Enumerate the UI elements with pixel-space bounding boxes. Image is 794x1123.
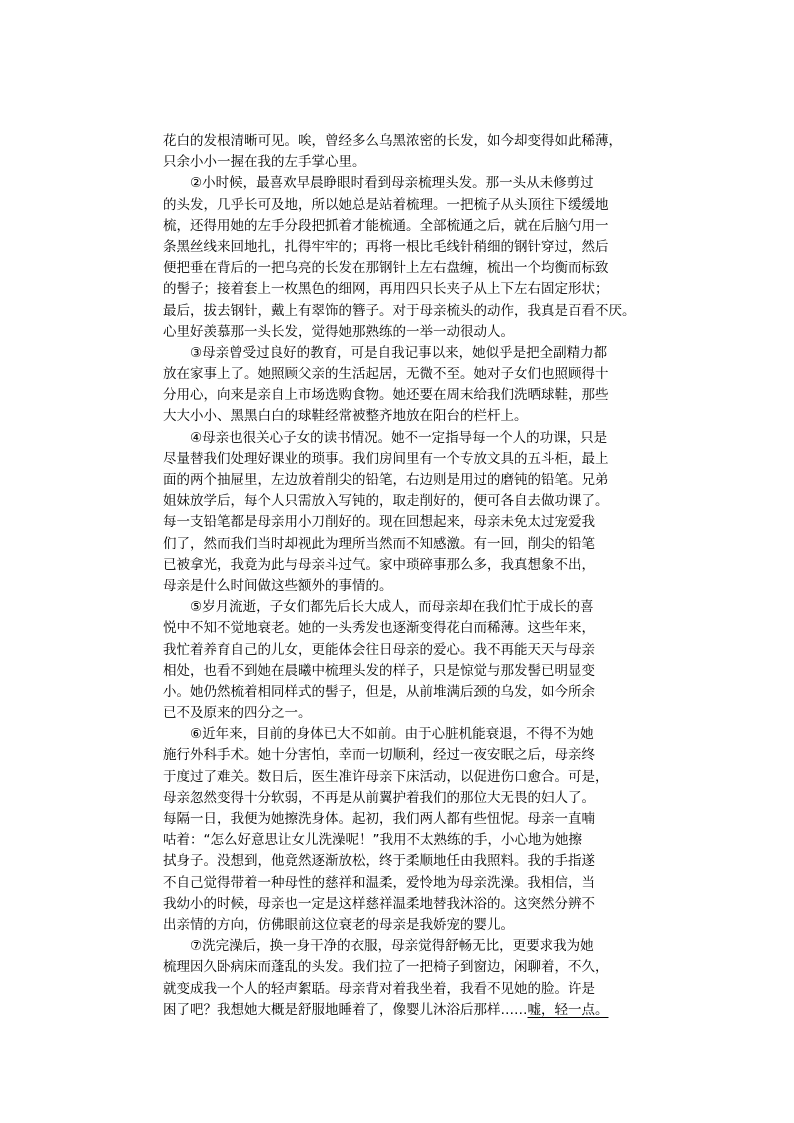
text-line: 心里好羡慕那一头长发，觉得她那熟练的一举一动很动人。 bbox=[163, 323, 514, 340]
text-line: 条黑丝线来回地扎，扎得牢牢的；再将一根比毛线针稍细的钢针穿过，然后 bbox=[163, 238, 609, 255]
paragraph-3-start: ③母亲曾受过良好的教育，可是自我记事以来，她似乎是把全副精力都 bbox=[190, 344, 608, 361]
text-line: 相处，也看不到她在晨曦中梳理头发的样子，只是惊觉与那发髻已明显变 bbox=[163, 662, 595, 679]
text-line: 就变成我一个人的轻声絮聒。母亲背对着我坐着，我看不见她的脸。许是 bbox=[163, 980, 595, 997]
text-line: 已被拿光，我竟为此与母亲斗过气。家中琐碎事那么多，我真想象不出， bbox=[163, 556, 595, 573]
text-line: 们了，然而我们当时却视此为理所当然而不知感激。有一回，削尖的铅笔 bbox=[163, 535, 595, 552]
text-line: 分用心，向来是亲自上市场选购食物。她还要在周末给我们洗晒球鞋，那些 bbox=[163, 387, 609, 404]
text-line: 的头发，几乎长可及地，所以她总是站着梳理。一把梳子从头顶往下缓缓地 bbox=[163, 196, 609, 213]
final-line bbox=[163, 1000, 635, 1021]
text-line: 便把垂在背后的一把乌亮的长发在那钢针上左右盘缠，梳出一个均衡而标致 bbox=[163, 260, 609, 277]
text-line: 放在家事上了。她照顾父亲的生活起居，无微不至。她对子女们也照顾得十 bbox=[163, 366, 609, 383]
paragraph-5-start: ⑤岁月流逝，子女们都先后长大成人，而母亲却在我们忙于成长的喜 bbox=[190, 599, 594, 616]
text-line: 施行外科手术。她十分害怕，幸而一切顺利，经过一夜安眠之后，母亲终 bbox=[163, 747, 595, 764]
text-line: 梳理因久卧病床而蓬乱的头发。我们拉了一把椅子到窗边，闲聊着，不久， bbox=[163, 959, 609, 976]
text-line: 母亲忽然变得十分软弱，不再是从前翼护着我们的那位大无畏的妇人了。 bbox=[163, 789, 595, 806]
underlined-phrase: 嘘，轻一点。 bbox=[527, 1001, 609, 1018]
text-line: 每隔一日，我便为她擦洗身体。起初，我们两人都有些忸怩。母亲一直喃 bbox=[163, 811, 595, 827]
text-line: 母亲是什么时间做这些额外的事情的。 bbox=[163, 577, 393, 594]
text-line: 姐妹放学后，每个人只需放入写钝的，取走削好的，便可各自去做功课了。 bbox=[163, 493, 609, 510]
paragraph-4-start: ④母亲也很关心子女的读书情况。她不一定指导每一个人的功课，只是 bbox=[190, 429, 608, 446]
final-line-text: 困了吧？我想她大概是舒服地睡着了，像婴儿沐浴后那样…… bbox=[163, 1001, 528, 1018]
text-line: 面的两个抽屉里，左边放着削尖的铅笔，右边则是用过的磨钝的铅笔。兄弟 bbox=[163, 472, 609, 488]
paragraph-2-start: ②小时候，最喜欢早晨睁眼时看到母亲梳理头发。那一头从未修剪过 bbox=[190, 175, 594, 192]
text-line: 悦中不知不觉地衰老。她的一头秀发也逐渐变得花白而稀薄。这些年来， bbox=[163, 620, 595, 637]
text-line: 花白的发根清晰可见。唉，曾经多么乌黑浓密的长发，如今却变得如此稀薄， bbox=[163, 133, 622, 149]
text-line: 拭身子。没想到，他竟然逐渐放松，终于柔顺地任由我照料。我的手指遂 bbox=[163, 853, 595, 870]
text-line: 于度过了难关。数日后，医生准许母亲下床活动，以促进伤口愈合。可是， bbox=[163, 768, 609, 785]
text-line: 小。她仍然梳着相同样式的髻子，但是，从前堆满后颈的乌发，如今所余 bbox=[163, 683, 595, 700]
text-line: 不自己觉得带着一种母性的慈祥和温柔，爱怜地为母亲洗澡。我相信，当 bbox=[163, 874, 595, 891]
text-line: 最后，拔去钢针，戴上有翠饰的簪子。对于母亲梳头的动作，我真是百看不厌。 bbox=[163, 302, 635, 319]
text-line: 只余小小一握在我的左手掌心里。 bbox=[163, 154, 366, 171]
paragraph-6-start: ⑥近年来，目前的身体已大不如前。由于心脏机能衰退，不得不为她 bbox=[190, 726, 594, 743]
text-line: 的髻子；接着套上一枚黑色的细网，再用四只长夹子从上下左右固定形状； bbox=[163, 281, 609, 298]
text-line: 大大小小、黑黑白白的球鞋经常被整齐地放在阳台的栏杆上。 bbox=[163, 408, 528, 425]
text-line: 出亲情的方向，仿佛眼前这位衰老的母亲是我娇宠的婴儿。 bbox=[163, 916, 514, 933]
text-line: 尽量替我们处理好课业的琐事。我们房间里有一个专放文具的五斗柜，最上 bbox=[163, 450, 609, 467]
text-line: 已不及原来的四分之一。 bbox=[163, 705, 312, 722]
text-line: 我忙着养育自己的儿女，更能体会往日母亲的爱心。我不再能天天与母亲 bbox=[163, 641, 595, 658]
text-line: 每一支铅笔都是母亲用小刀削好的。现在回想起来，母亲未免太过宠爱我 bbox=[163, 514, 595, 531]
article-body bbox=[163, 131, 635, 1021]
text-line: 我幼小的时候，母亲也一定是这样慈祥温柔地替我沐浴的。这突然分辨不 bbox=[163, 895, 595, 912]
text-line: 咕着：“怎么好意思让女儿洗澡呢！”我用不太熟练的手，小心地为她擦 bbox=[163, 832, 582, 849]
text-line: 梳，还得用她的左手分段把抓着才能梳通。全部梳通之后，就在后脑勺用一 bbox=[163, 217, 609, 234]
paragraph-7-start: ⑦洗完澡后，换一身干净的衣服，母亲觉得舒畅无比，更要求我为她 bbox=[190, 938, 594, 955]
